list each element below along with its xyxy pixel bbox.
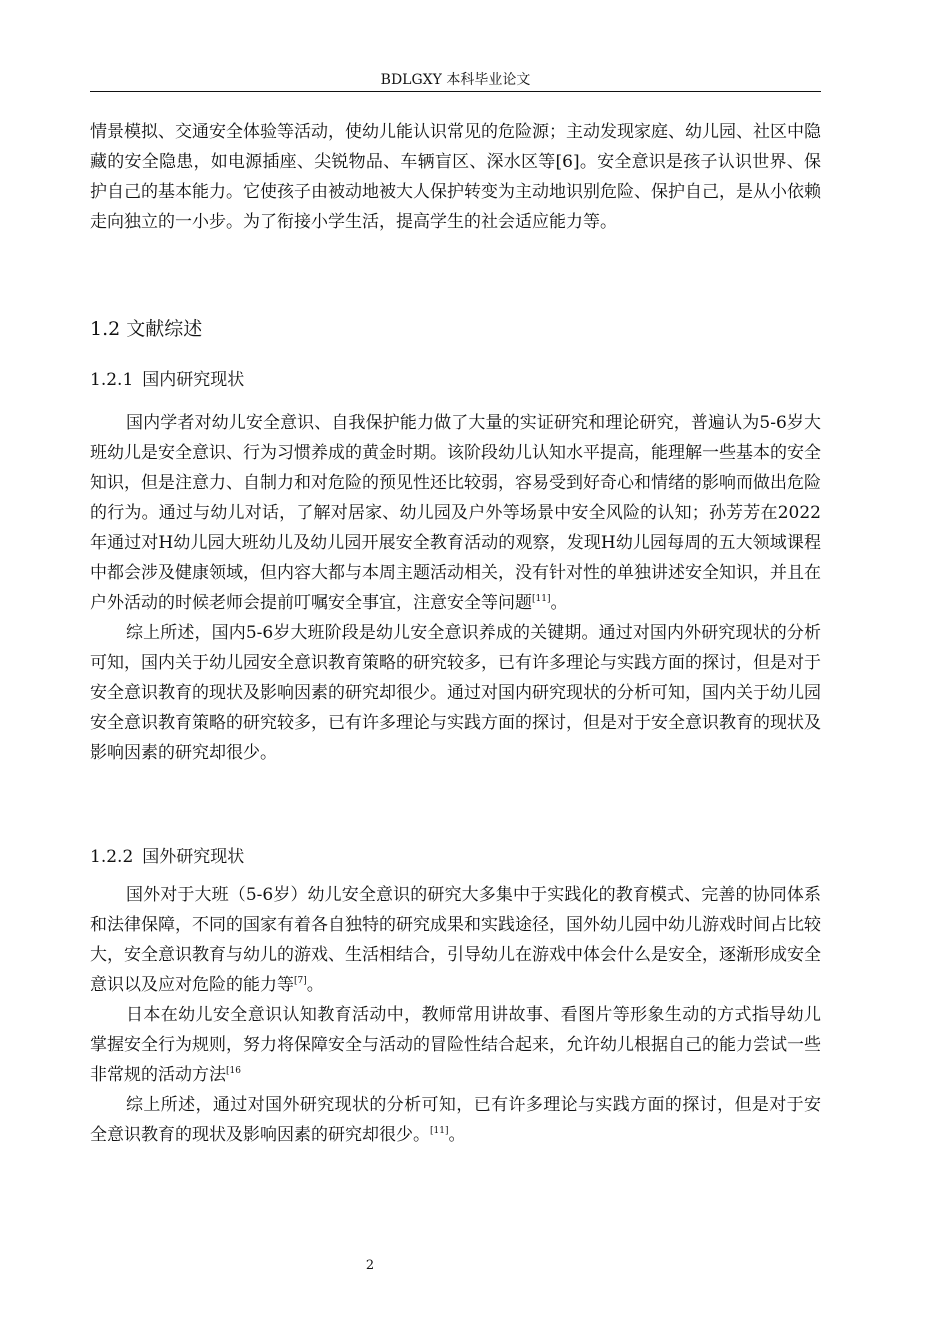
sentence-end: 。 xyxy=(448,1125,466,1145)
intro-text: 情景模拟、交通安全体验等活动，使幼儿能认识常见的危险源；主动发现家庭、幼儿园、社区中隐藏的安全隐患，如电源插座、尖锐物品、车辆盲区、深水区等[6]。安全意识是孩子认识世界、保护自己的基本能力。它使孩子由被动地被大人保护转变为主动地识别危险、保护自己，是从小依赖走向独立的一小步。为了衔接小学生活，提高学生的社会适应能力等。 xyxy=(90,122,821,232)
header-rule xyxy=(90,91,821,92)
page-number: 2 xyxy=(365,1258,375,1273)
subsection-number: 1.2.1 xyxy=(90,370,134,390)
section-heading-1-2: 1.2 文献综述 xyxy=(90,318,203,340)
citation: [11] xyxy=(430,1126,449,1136)
domestic-research-body xyxy=(90,408,821,768)
foreign-paragraph-1 xyxy=(90,880,821,1000)
domestic-paragraph-1-text: 国内学者对幼儿安全意识、自我保护能力做了大量的实证研究和理论研究，普遍认为5-6岁大班幼儿是安全意识、行为习惯养成的黄金时期。该阶段幼儿认知水平提高，能理解一些基本的安全知识，但是注意力、自制力和对危险的预见性还比较弱，容易受到好奇心和情绪的影响而做出危险的行为。通过与幼儿对话，了解对居家、幼儿园及户外等场景中安全风险的认知；孙芳芳在2022年通过对H幼儿园大班幼儿及幼儿园开展安全教育活动的观察，发现H幼儿园每周的五大领域课程中都会涉及健康领域，但内容大都与本周主题活动相关，没有针对性的单独讲述安全知识，并且在户外活动的时候老师会提前叮嘱安全事宜，注意安全等问题 xyxy=(90,413,821,613)
foreign-paragraph-1-text: 国外对于大班（5-6岁）幼儿安全意识的研究大多集中于实践化的教育模式、完善的协同体系和法律保障，不同的国家有着各自独特的研究成果和实践途径，国外幼儿园中幼儿游戏时间占比较大，安全意识教育与幼儿的游戏、生活相结合，引导幼儿在游戏中体会什么是安全，逐渐形成安全意识以及应对危险的能力等 xyxy=(90,885,821,995)
sentence-end: 。 xyxy=(306,975,324,995)
foreign-paragraph-3 xyxy=(90,1090,821,1150)
citation: [7] xyxy=(294,976,307,986)
subsection-heading-1-2-2 xyxy=(90,842,244,872)
citation: [11] xyxy=(532,594,551,604)
subsection-heading-1-2-1 xyxy=(90,365,244,395)
domestic-paragraph-2: 综上所述，国内5-6岁大班阶段是幼儿安全意识养成的关键期。通过对国内外研究现状的分析可知，国内关于幼儿园安全意识教育策略的研究较多，已有许多理论与实践方面的探讨，但是对于安全意识教育的现状及影响因素的研究却很少。通过对国内研究现状的分析可知，国内关于幼儿园安全意识教育策略的研究较多，已有许多理论与实践方面的探讨，但是对于安全意识教育的现状及影响因素的研究却很少。 xyxy=(90,623,821,763)
foreign-paragraph-2 xyxy=(90,1000,821,1090)
subsection-number: 1.2.2 xyxy=(90,847,134,867)
intro-paragraph xyxy=(90,117,821,237)
foreign-research-body xyxy=(90,880,821,1150)
running-header: BDLGXY 本科毕业论文 xyxy=(380,72,531,88)
subsection-title: 国外研究现状 xyxy=(142,847,245,867)
foreign-paragraph-3-text: 综上所述，通过对国外研究现状的分析可知，已有许多理论与实践方面的探讨，但是对于安全意识教育的现状及影响因素的研究却很少。 xyxy=(90,1095,821,1145)
sentence-end: 。 xyxy=(550,593,568,613)
subsection-title: 国内研究现状 xyxy=(142,370,245,390)
citation: [16 xyxy=(226,1066,241,1076)
domestic-paragraph-1 xyxy=(90,408,821,618)
foreign-paragraph-2-text: 日本在幼儿安全意识认知教育活动中，教师常用讲故事、看图片等形象生动的方式指导幼儿掌握安全行为规则，努力将保障安全与活动的冒险性结合起来，允许幼儿根据自己的能力尝试一些非常规的活动方法 xyxy=(90,1005,821,1085)
